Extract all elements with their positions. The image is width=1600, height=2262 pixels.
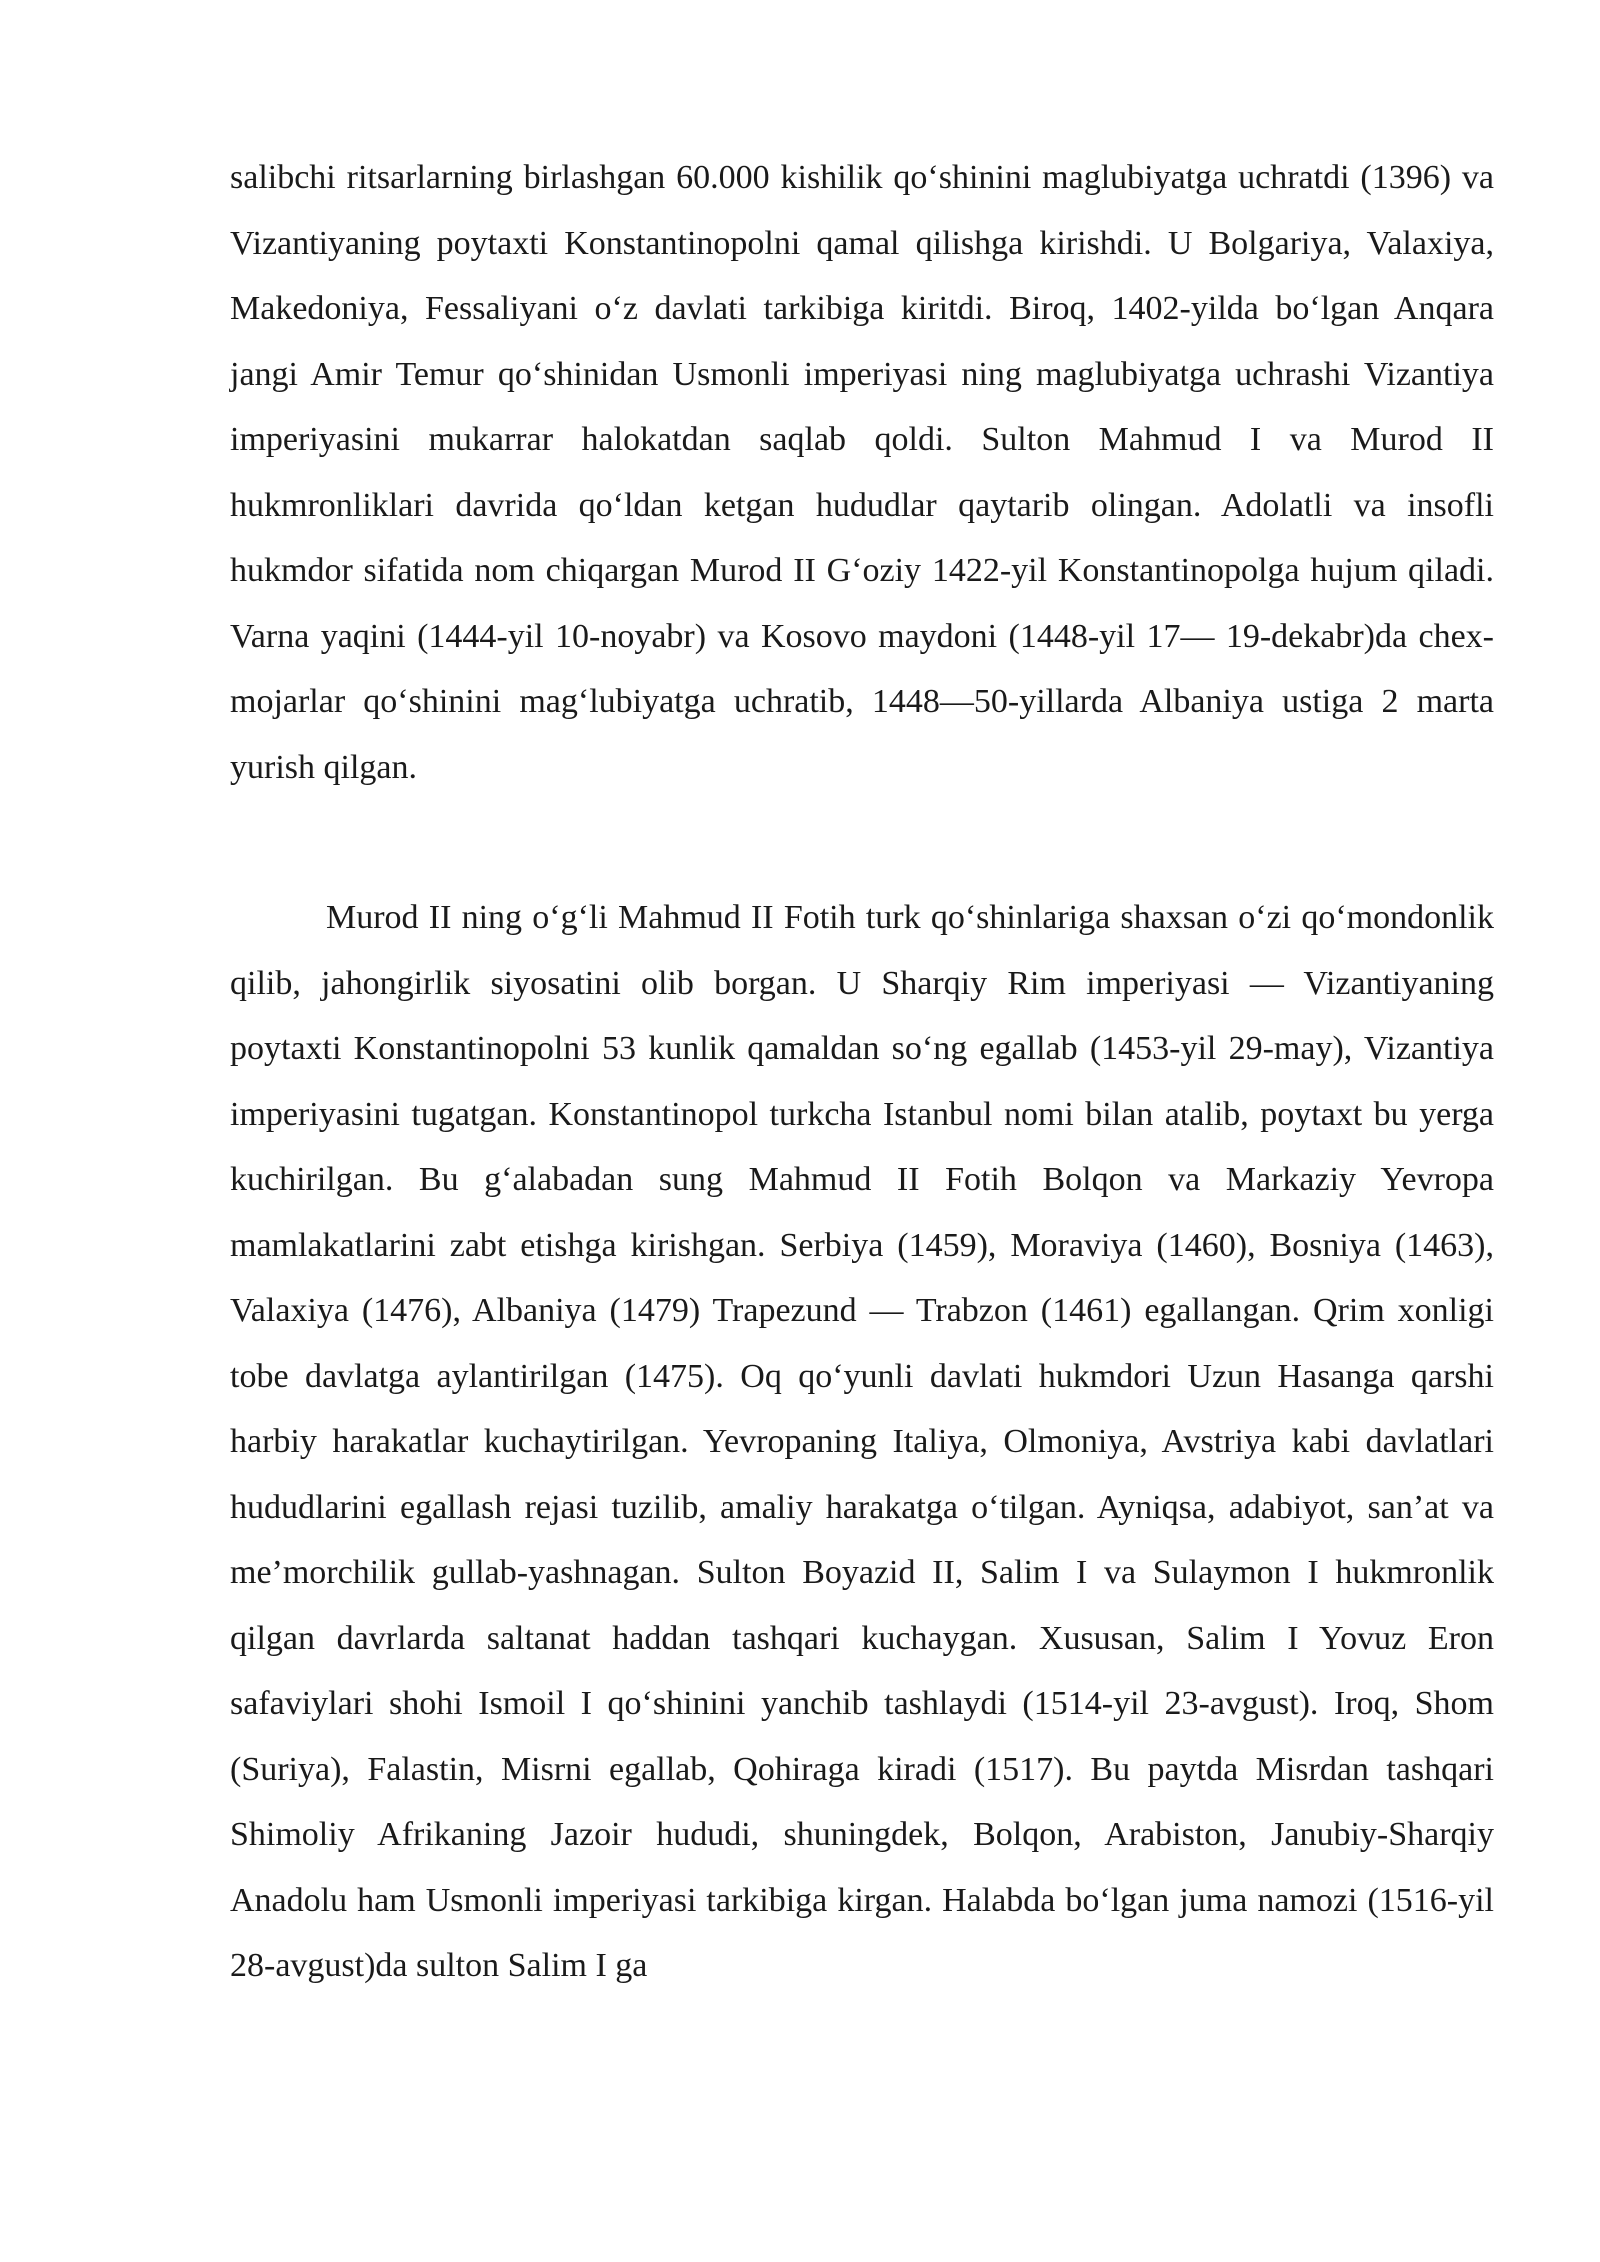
paragraph-murod-ii: Murod II ning o‘g‘li Mahmud II Fotih turk qo‘shinlariga shaxsan o‘zi qo‘mondonlik qilib, jahongirlik siyosatini olib borgan. U Sharqiy Rim imperiyasi — Vizantiyaning poytaxti Konstantinopolni 53 kunlik qamaldan so‘ng egallab (1453-yil 29-may), Vizantiya imperiyasini tugatgan. Konstantinopol turkcha Istanbul nomi bilan atalib, poytaxt bu yerga kuchirilgan. Bu g‘alabadan sung Mahmud II Fotih Bolqon va Markaziy Yevropa mamlakatlarini zabt etishga kirishgan. Serbiya (1459), Moraviya (1460), Bosniya (1463), Valaxiya (1476), Albaniya (1479) Trapezund — Trabzon (1461) egallangan. Qrim xonligi tobe davlatga aylantirilgan (1475). Oq qo‘yunli davlati hukmdori Uzun Hasanga qarshi harbiy harakatlar kuchaytirilgan. Yevropaning Italiya, Olmoniya, Avstriya kabi davlatlari hududlarini egallash rejasi tuzilib, amaliy harakatga o‘tilgan. Ayniqsa, adabiyot, san’at va me’morchilik gullab-yashnagan. Sulton Boyazid II, Salim I va Sulaymon I hukmronlik qilgan davrlarda saltanat haddan tashqari kuchaygan. Xususan, Salim I Yovuz Eron safaviylari shohi Ismoil I qo‘shinini yanchib tashlaydi (1514-yil 23-avgust). Iroq, Shom (Suriya), Falastin, Misrni egallab, Qohiraga kiradi (1517). Bu paytda Misrdan tashqari Shimoliy Afrikaning Jazoir hududi, shuningdek, Bolqon, Arabiston, Janubiy-Sharqiy Anadolu ham Usmonli imperiyasi tarkibiga kirgan. Halabda bo‘lgan juma namozi (1516-yil 28-avgust)da sulton Salim I ga (230, 899, 1494, 1984)
text-block (230, 885, 1494, 1999)
paragraph-continuation: salibchi ritsarlarning birlashgan 60.000 kishilik qo‘shinini maglubiyatga uchratdi (1396) va Vizantiyaning poytaxti Konstantinopolni qamal qilishga kirishdi. U Bolgariya, Valaxiya, Makedoniya, Fessaliyani o‘z davlati tarkibiga kiritdi. Biroq, 1402-yilda bo‘lgan Anqara jangi Amir Temur qo‘shinidan Usmonli imperiyasi ning maglubiyatga uchrashi Vizantiya imperiyasini mukarrar halokatdan saqlab qoldi. Sulton Mahmud I va Murod II hukmronliklari davrida qo‘ldan ketgan hududlar qaytarib olingan. Adolatli va insofli hukmdor sifatida nom chiqargan Murod II G‘oziy 1422-yil Konstantinopolga hujum qiladi. Varna yaqini (1444-yil 10-noyabr) va Kosovo maydoni (1448-yil 17— 19-dekabr)da chex-mojarlar qo‘shinini mag‘lubiyatga uchratib, 1448—50-yillarda Albaniya ustiga 2 marta yurish qilgan. (230, 159, 1494, 786)
text-block (230, 145, 1494, 800)
